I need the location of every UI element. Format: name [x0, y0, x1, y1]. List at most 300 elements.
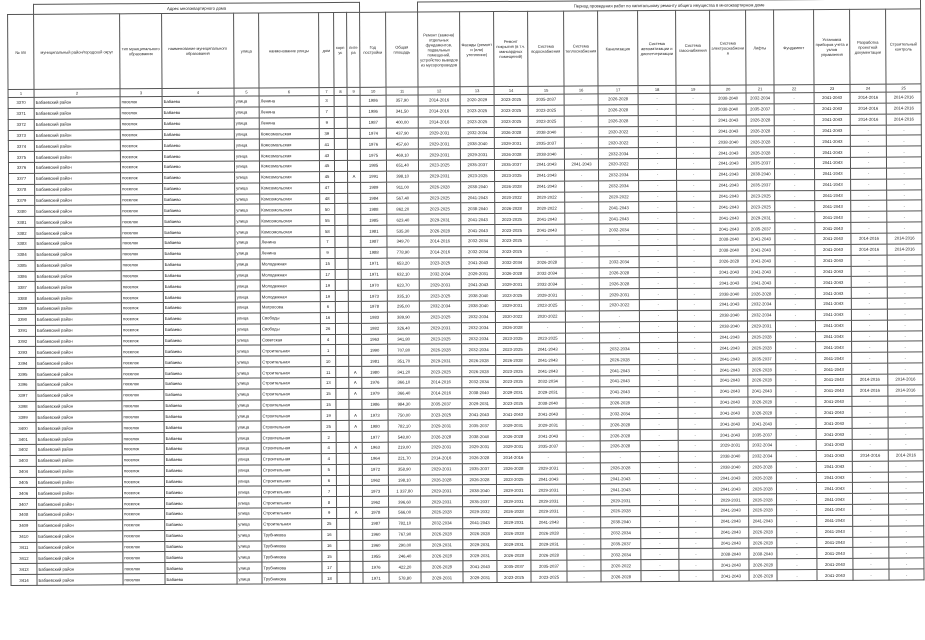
table-cell: 3388 [9, 293, 35, 304]
table-cell: 2029-2031 [463, 550, 497, 561]
table-cell: - [677, 234, 711, 245]
table-cell: 2026-2028 [462, 474, 496, 485]
table-cell: - [888, 352, 923, 363]
table-cell: 2041-2043 [814, 125, 850, 136]
table-cell: 48 [320, 193, 335, 204]
table-cell: 3381 [9, 217, 35, 228]
table-cell: 47 [320, 182, 335, 193]
table-cell: Бабаевский район [36, 433, 122, 444]
table-cell: 366,40 [388, 388, 420, 399]
table-cell: 2026-2028 [601, 571, 641, 582]
table-cell: улица [236, 454, 261, 465]
table-cell: 1975 [360, 149, 386, 160]
table-cell: - [639, 267, 677, 278]
table-cell: 389,90 [387, 312, 419, 323]
table-cell: 2032-2034 [599, 180, 639, 191]
table-cell: 2041-2043 [564, 159, 598, 170]
table-cell: 2026-2028 [746, 115, 774, 126]
table-cell: 2041-2043 [817, 515, 853, 526]
table-cell: 9 [319, 117, 334, 128]
table-cell: 43 [319, 150, 334, 161]
table-cell: 2029-2031 [418, 127, 460, 138]
table-cell: 2035-2037 [746, 158, 774, 169]
table-cell: - [638, 115, 676, 126]
table-cell: - [851, 211, 887, 222]
table-cell: 2026-2028 [599, 267, 639, 278]
table-cell: 2041-2043 [815, 212, 851, 223]
table-cell: - [851, 255, 887, 266]
table-cell: 623,40 [387, 214, 419, 225]
table-cell: поселок [121, 238, 163, 249]
table-cell: 2041-2043 [711, 299, 747, 310]
table-cell: - [676, 137, 710, 148]
table-cell: поселок [123, 563, 165, 574]
table-cell: улица [235, 280, 260, 291]
table-cell: - [886, 124, 921, 135]
table-cell [348, 182, 361, 193]
table-cell: 1983 [361, 312, 387, 323]
table-cell: - [565, 267, 599, 278]
table-cell: 1990 [362, 345, 388, 356]
table-cell: улица [236, 465, 261, 476]
table-cell: - [566, 441, 600, 452]
table-cell: 2014-2016 [419, 236, 461, 247]
table-cell: 2014-2016 [850, 103, 886, 114]
table-cell: - [776, 375, 816, 386]
column-number: 7 [319, 88, 334, 96]
table-cell: - [599, 311, 639, 322]
table-cell: 2041-2043 [712, 429, 748, 440]
table-cell: 2038-2040 [461, 301, 495, 312]
table-cell: 16 [320, 312, 335, 323]
table-cell: 2029-2031 [419, 214, 461, 225]
table-cell: 3407 [11, 499, 37, 510]
table-cell: улица [235, 269, 260, 280]
column-header: Система газоснабжения [676, 10, 710, 85]
table-cell: - [679, 559, 713, 570]
table-cell [347, 139, 360, 150]
table-cell: - [887, 179, 922, 190]
table-cell: - [889, 558, 924, 569]
table-cell: 3383 [9, 238, 35, 249]
table-cell: 2023-2025 [460, 105, 494, 116]
table-cell: 1976 [363, 561, 389, 572]
table-cell: Ленина [260, 237, 320, 248]
table-cell: 2041-2043 [749, 516, 777, 527]
table-cell: поселок [121, 183, 163, 194]
table-cell: Строительная [262, 497, 322, 508]
column-header: Фасады (ремонт и (или) утепление) [460, 12, 494, 87]
table-cell: 2023-2025 [495, 224, 529, 235]
table-cell: 2026-2028 [531, 550, 567, 561]
column-header-row [8, 9, 922, 90]
table-cell: 2038-2040 [710, 104, 746, 115]
table-cell: 1962 [363, 496, 389, 507]
table-cell [349, 345, 362, 356]
table-cell: 3376 [8, 162, 34, 173]
table-cell: - [676, 158, 710, 169]
table-cell: - [678, 429, 712, 440]
table-cell: Строительная [261, 453, 321, 464]
table-cell: - [775, 309, 815, 320]
table-cell: 457,60 [386, 138, 418, 149]
table-cell [336, 334, 349, 345]
table-cell: 7 [321, 486, 336, 497]
table-cell: Бабаево [165, 541, 237, 552]
table-cell: 2014-2016 [852, 374, 888, 385]
table-cell: 1986 [362, 399, 388, 410]
table-cell: 2026-2028 [497, 506, 531, 517]
table-cell: 2029-2031 [530, 387, 566, 398]
table-cell: 1972 [362, 464, 388, 475]
table-cell: 341,20 [388, 366, 420, 377]
table-cell: 578,80 [389, 572, 421, 583]
table-cell: 469,10 [386, 149, 418, 160]
table-cell: - [853, 493, 889, 504]
table-cell: 2041-2043 [816, 472, 852, 483]
table-cell: - [851, 276, 887, 287]
table-cell: 2041-2043 [817, 548, 853, 559]
table-cell: - [775, 201, 815, 212]
table-cell: - [774, 147, 814, 158]
table-cell: 1976 [362, 377, 388, 388]
table-cell: - [566, 419, 600, 430]
column-header: наименование улицы [259, 13, 319, 88]
table-cell: 2026-2028 [748, 375, 776, 386]
table-cell: - [567, 506, 601, 517]
table-cell [350, 551, 363, 562]
column-header: Фундамент [774, 10, 814, 85]
table-cell: 3371 [8, 108, 34, 119]
table-cell: - [889, 504, 924, 515]
table-cell: - [777, 526, 817, 537]
table-cell: 2014-2016 [851, 244, 887, 255]
table-cell: - [888, 471, 923, 482]
table-cell: 15 [320, 258, 335, 269]
table-cell: 2023-2025 [497, 571, 531, 582]
table-cell: 19 [321, 410, 336, 421]
table-cell [337, 573, 350, 584]
table-cell: - [676, 147, 710, 158]
table-cell: улица [236, 389, 261, 400]
table-cell: 2041-2043 [710, 147, 746, 158]
column-header: Разработка проектной документации [850, 9, 886, 84]
table-cell: - [852, 461, 888, 472]
table-cell [349, 356, 362, 367]
table-cell [334, 160, 347, 171]
table-cell: - [888, 406, 923, 417]
table-cell [334, 139, 347, 150]
table-cell: 17 [322, 562, 337, 573]
table-cell: - [850, 146, 886, 157]
table-cell: - [639, 299, 677, 310]
table-cell: 326,40 [387, 323, 419, 334]
table-cell: 2023-2025 [494, 94, 528, 105]
table-cell: - [638, 137, 676, 148]
table-cell: 3400 [10, 423, 36, 434]
table-cell: Бабаево [164, 346, 236, 357]
table-cell: Комсомольская [260, 204, 320, 215]
table-cell: 2026-2028 [600, 354, 640, 365]
table-cell: 2041-2043 [815, 309, 851, 320]
table-cell: 2041-2043 [530, 409, 566, 420]
table-cell [336, 464, 349, 475]
table-cell: - [641, 571, 679, 582]
table-cell: поселок [122, 335, 164, 346]
table-cell: Бабаево [165, 519, 237, 530]
table-cell [348, 258, 361, 269]
table-cell: 2035-2037 [530, 441, 566, 452]
table-cell: 2014-2016 [888, 374, 923, 385]
table-cell: улица [236, 475, 261, 486]
table-cell: 2014-2016 [887, 233, 922, 244]
table-cell: 2041-2043 [747, 266, 775, 277]
table-cell: 2023-2025 [420, 366, 462, 377]
table-cell: Бабаево [164, 389, 236, 400]
table-cell: поселок [122, 422, 164, 433]
table-cell: - [641, 538, 679, 549]
table-cell: 2032-2034 [530, 376, 566, 387]
table-cell: - [638, 158, 676, 169]
table-cell: - [887, 320, 922, 331]
table-cell: 2035-2037 [747, 223, 775, 234]
table-cell: Бабаевский район [35, 292, 121, 303]
table-cell: 2026-2028 [463, 528, 497, 539]
table-cell: - [566, 452, 600, 463]
table-cell: - [565, 289, 599, 300]
table-cell: 4 [321, 453, 336, 464]
table-cell: 2026-2028 [600, 430, 640, 441]
table-cell [335, 182, 348, 193]
table-cell: - [599, 235, 639, 246]
table-cell: 2041-2043 [814, 114, 850, 125]
table-cell: Советская [261, 334, 321, 345]
table-cell [336, 486, 349, 497]
table-cell: 3396 [10, 379, 36, 390]
table-cell: 1971 [363, 572, 389, 583]
table-cell: 2041-2043 [816, 396, 852, 407]
table-cell: 1 337,80 [388, 485, 420, 496]
table-cell: Бабаево [163, 194, 235, 205]
table-cell: - [677, 191, 711, 202]
table-cell: - [677, 299, 711, 310]
table-cell: Бабаевский район [36, 411, 122, 422]
table-cell: Бабаево [163, 248, 235, 259]
table-cell: Бабаево [163, 291, 235, 302]
table-cell: 3414 [11, 574, 37, 585]
table-cell: Бабаевский район [36, 390, 122, 401]
table-cell: 2014-2016 [851, 233, 887, 244]
table-cell: поселок [122, 465, 164, 476]
table-cell: Строительная [261, 410, 321, 421]
table-cell [348, 204, 361, 215]
table-cell: 2035-2037 [420, 398, 462, 409]
table-cell: Трубникова [262, 529, 322, 540]
table-cell: 2026-2028 [420, 474, 462, 485]
table-cell: 2029-2031 [530, 484, 566, 495]
table-cell: улица [236, 410, 261, 421]
column-header: Установка приборов учета и узлов управления [814, 9, 850, 84]
table-cell: 2041-2043 [814, 92, 850, 103]
table-cell: 2041-2043 [711, 191, 747, 202]
table-cell: 1984 [361, 193, 387, 204]
table-cell: 357,90 [386, 95, 418, 106]
column-header: Система водоснабжения [528, 11, 564, 86]
table-cell: - [889, 526, 924, 537]
table-cell: 2029-2031 [463, 539, 497, 550]
table-cell: 39 [319, 128, 334, 139]
column-header: Система теплоснабжения [564, 11, 598, 86]
table-cell: 2029-2031 [462, 398, 496, 409]
table-cell: - [852, 342, 888, 353]
table-cell: 2014-2016 [418, 106, 460, 117]
table-cell: - [641, 516, 679, 527]
table-cell: Комсомольская [260, 215, 320, 226]
table-cell: 8 [322, 497, 337, 508]
table-cell: 2038-2040 [462, 485, 496, 496]
table-cell: Бабаевский район [35, 205, 121, 216]
table-cell: Бабаево [163, 226, 235, 237]
table-cell: 2038-2040 [460, 138, 494, 149]
column-header: дом [319, 13, 334, 88]
table-cell: 2041-2043 [816, 483, 852, 494]
table-cell: - [677, 169, 711, 180]
table-cell: 2041-2043 [712, 386, 748, 397]
table-cell: 45 [319, 161, 334, 172]
table-cell: 1982 [361, 323, 387, 334]
table-cell: - [852, 407, 888, 418]
table-cell: - [676, 104, 710, 115]
table-cell: 2038-2040 [711, 234, 747, 245]
table-cell: - [566, 332, 600, 343]
table-cell: 2026-2028 [531, 528, 567, 539]
table-cell: 1963 [362, 334, 388, 345]
table-cell: 3373 [8, 130, 34, 141]
table-cell: Комсомольская [260, 226, 320, 237]
table-cell: - [887, 168, 922, 179]
table-cell [335, 323, 348, 334]
table-cell [335, 171, 348, 182]
table-cell: Бабаево [162, 96, 234, 107]
table-cell: - [774, 93, 814, 104]
table-cell: - [678, 462, 712, 473]
table-cell: 862,20 [387, 203, 419, 214]
table-cell: 567,40 [387, 193, 419, 204]
table-cell: 2041-2043 [713, 559, 749, 570]
table-cell: 2041-2043 [712, 342, 748, 353]
table-cell: улица [234, 107, 259, 118]
table-cell: 2029-2031 [420, 355, 462, 366]
table-cell: 2014-2016 [887, 244, 922, 255]
table-cell: поселок [122, 400, 164, 411]
table-cell: А [349, 442, 362, 453]
table-cell: Бабаевский район [34, 108, 120, 119]
table-cell: - [640, 440, 678, 451]
table-cell [349, 334, 362, 345]
table-cell: Трубникова [262, 562, 322, 573]
table-cell: Ленина [259, 96, 319, 107]
table-cell: улица [234, 96, 259, 107]
table-cell: - [565, 278, 599, 289]
table-cell: 2032-2034 [461, 311, 495, 322]
table-cell: Бабаевский район [35, 249, 121, 260]
table-cell: 2035-2037 [748, 429, 776, 440]
table-cell: 2032-2034 [461, 322, 495, 333]
table-cell: 2023-2025 [496, 344, 530, 355]
table-cell: улица [236, 367, 261, 378]
table-cell: 2029-2031 [496, 441, 530, 452]
table-cell: 400,00 [386, 117, 418, 128]
table-cell: - [640, 375, 678, 386]
table-cell: 2020-2022 [598, 137, 638, 148]
table-cell: поселок [121, 259, 163, 270]
table-cell: 2026-2028 [421, 528, 463, 539]
table-cell: 2026-2028 [749, 570, 777, 581]
table-cell: - [679, 505, 713, 516]
table-cell: А [349, 366, 362, 377]
table-cell: - [852, 417, 888, 428]
table-cell [347, 150, 360, 161]
table-cell: Бабаево [163, 237, 235, 248]
table-cell: 1971 [361, 269, 387, 280]
table-cell: - [677, 223, 711, 234]
table-cell: Бабаево [164, 356, 236, 367]
table-cell: 2029-2031 [530, 463, 566, 474]
table-cell: 2026-2028 [748, 396, 776, 407]
table-cell: - [600, 451, 640, 462]
table-cell: 2035-2037 [531, 560, 567, 571]
table-cell: 2026-2028 [494, 149, 528, 160]
table-cell [334, 95, 347, 106]
table-cell: - [888, 330, 923, 341]
table-cell: 2014-2016 [888, 450, 923, 461]
table-cell: - [677, 256, 711, 267]
table-cell: - [777, 494, 817, 505]
table-cell: - [599, 245, 639, 256]
table-cell [337, 507, 350, 518]
table-cell: поселок [121, 216, 163, 227]
table-cell: улица [237, 530, 262, 541]
table-cell: Комсомольская [259, 150, 319, 161]
column-header: литера [347, 12, 360, 87]
table-cell: улица [237, 573, 262, 584]
table-cell: - [776, 364, 816, 375]
table-cell: - [676, 115, 710, 126]
column-header: Система автоматизации и диспетчеризации [638, 10, 676, 85]
table-cell: 2041-2043 [461, 192, 495, 203]
table-cell: 2026-2028 [599, 278, 639, 289]
table-cell [347, 106, 360, 117]
table-cell: - [641, 549, 679, 560]
table-cell: - [567, 538, 601, 549]
table-cell: - [566, 408, 600, 419]
table-cell: - [678, 353, 712, 364]
table-cell [349, 399, 362, 410]
table-cell: поселок [120, 129, 162, 140]
table-cell: - [639, 180, 677, 191]
table-cell: поселок [123, 509, 165, 520]
table-cell: 3408 [11, 509, 37, 520]
table-cell: 3404 [10, 466, 36, 477]
table-cell: 2023-2025 [495, 246, 529, 257]
table-cell: поселок [122, 476, 164, 487]
table-cell: 2026-2028 [748, 331, 776, 342]
table-cell: 2032-2034 [419, 301, 461, 312]
column-number: 19 [676, 85, 710, 93]
table-cell: - [776, 396, 816, 407]
table-cell: 2026-2028 [749, 505, 777, 516]
table-cell: - [775, 320, 815, 331]
